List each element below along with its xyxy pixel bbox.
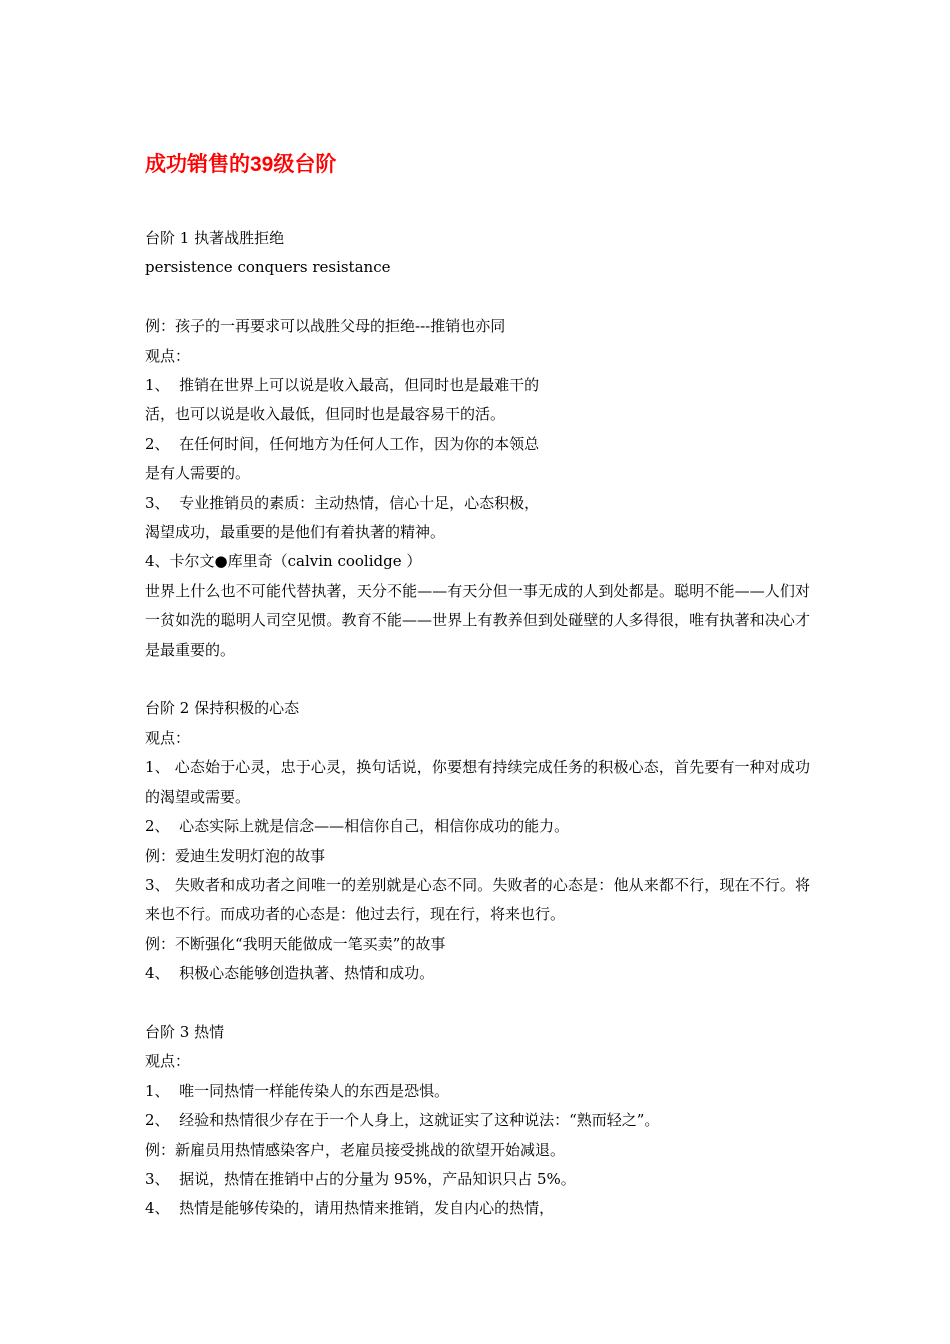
section-step-3 [145, 1018, 810, 1224]
section-step-2 [145, 694, 810, 988]
blank-line [145, 283, 810, 312]
point-2-line-2: 是有人需要的。 [145, 464, 251, 483]
point-3: 3、 据说，热情在推销中占的分量为 95%，产品知识只占 5%。 [145, 1169, 576, 1188]
section-step-1 [145, 224, 810, 665]
section-heading: 台阶 2 保持积极的心态 [145, 699, 300, 718]
point-3: 3、 失败者和成功者之间唯一的差别就是心态不同。失败者的心态是：他从来都不行，现在不行。将来也不行。而成功者的心态是：他过去行，现在行，将来也行。 [145, 875, 810, 924]
quote-paragraph: 世界上什么也不可能代替执著，天分不能——有天分但一事无成的人到处都是。聪明不能——人们对一贫如洗的聪明人司空见惯。教育不能——世界上有教养但到处碰壁的人多得很，唯有执著和决心才是最重要的。 [145, 581, 810, 659]
document-page [145, 150, 810, 1224]
point-2: 2、 心态实际上就是信念——相信你自己，相信你成功的能力。 [145, 817, 570, 836]
section-heading: 台阶 1 执著战胜拒绝 [145, 229, 285, 247]
point-3-line-1: 3、 专业推销员的素质：主动热情，信心十足，心态积极， [145, 493, 540, 512]
blank-line [145, 665, 810, 694]
viewpoint-label: 观点： [145, 1052, 191, 1071]
point-4: 4、 积极心态能够创造执著、热情和成功。 [145, 964, 435, 983]
english-subtitle: persistence conquers resistance [145, 258, 391, 277]
point-1: 1、 唯一同热情一样能传染人的东西是恐惧。 [145, 1081, 450, 1100]
example-text: 例：爱迪生发明灯泡的故事 [145, 846, 326, 865]
point-1: 1、 心态始于心灵，忠于心灵，换句话说，你要想有持续完成任务的积极心态，首先要有一种对成功的渴望或需要。 [145, 758, 810, 806]
document-title: 成功销售的39级台阶 [145, 153, 337, 176]
viewpoint-label: 观点： [145, 346, 191, 365]
point-2-line-1: 2、 在任何时间，任何地方为任何人工作，因为你的本领总 [145, 434, 540, 453]
point-4: 4、 热情是能够传染的，请用热情来推销，发自内心的热情， [145, 1199, 555, 1218]
viewpoint-label: 观点： [145, 728, 191, 747]
example-text: 例：孩子的一再要求可以战胜父母的拒绝---推销也亦同 [145, 317, 506, 336]
point-1-line-2: 活，也可以说是收入最低，但同时也是最容易干的活。 [145, 405, 506, 424]
point-3-line-2: 渴望成功，最重要的是他们有着执著的精神。 [145, 523, 446, 542]
point-2: 2、 经验和热情很少存在于一个人身上，这就证实了这种说法：“熟而轻之”。 [145, 1111, 660, 1130]
point-1-line-1: 1、 推销在世界上可以说是收入最高，但同时也是最难干的 [145, 376, 540, 395]
example-text: 例：不断强化“我明天能做成一笔买卖”的故事 [145, 934, 446, 953]
point-4: 4、卡尔文●库里奇（calvin coolidge ） [145, 552, 422, 571]
example-text: 例：新雇员用热情感染客户，老雇员接受挑战的欲望开始减退。 [145, 1140, 566, 1159]
section-heading: 台阶 3 热情 [145, 1022, 225, 1041]
blank-line [145, 989, 810, 1018]
